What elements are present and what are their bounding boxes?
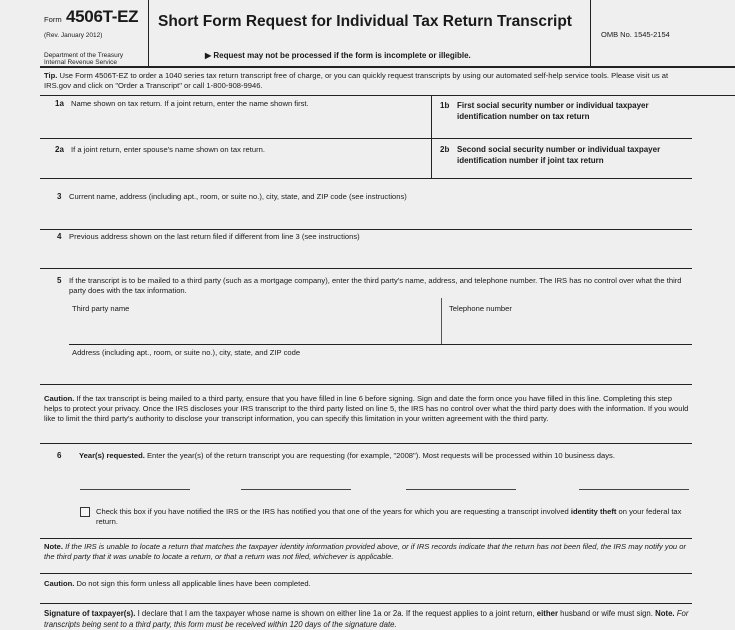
- line-2b-number: 2b: [440, 145, 450, 154]
- third-party-divider: [441, 298, 442, 344]
- note-paragraph: [44, 542, 690, 562]
- note-text: If the IRS is unable to locate a return that matches the taxpayer identity information provided above, or if IRS records indicate that the return has not been filed, the IRS may notify you or the third party that it was unable to locate a return, or that a return was not filed, whichever is applicable.: [44, 542, 687, 561]
- check-text-bold: identity theft: [570, 507, 617, 516]
- caution-text: If the tax transcript is being mailed to a third party, ensure that you have filled in line 6 before signing. Sign and date the form once you have filled in this line. Completing this step helps to protect your privacy. Once the IRS discloses your IRS transcript to the third party listed on line 5, the IRS has no control over what the third party does with the information. If you would like to limit the third party's authority to disclose your transcript information, you can specify this limitation in your written agreement with the third party.: [44, 394, 689, 423]
- rule-line-3: [40, 229, 692, 230]
- rule-line-2: [40, 178, 692, 179]
- year-field-2[interactable]: [241, 489, 351, 490]
- line-6-number: 6: [57, 451, 62, 460]
- header-divider-right: [590, 0, 591, 66]
- line-1-divider: [431, 96, 432, 178]
- tip-text: Use Form 4506T-EZ to order a 1040 series tax return transcript free of charge, or you can quickly request transcripts by using our automated self-help service tools. Please visit us at IRS.gov and click on "Order a Transcript" or call 1-800-908-9946.: [44, 71, 669, 90]
- line-3-label: Current name, address (including apt., room, or suite no.), city, state, and ZIP code (see instructions): [69, 192, 407, 201]
- line-2a-number: 2a: [55, 145, 64, 154]
- tip-paragraph: [44, 71, 684, 91]
- year-field-1[interactable]: [80, 489, 190, 490]
- signature-note-text: For transcripts being sent to a third party, this form must be received within 120 days of the signature date.: [44, 609, 689, 629]
- year-field-4[interactable]: [579, 489, 689, 490]
- rule-third-party-name: [69, 344, 692, 345]
- caution-label: Caution.: [44, 394, 75, 403]
- identity-theft-paragraph: [96, 507, 690, 527]
- rule-caution: [40, 443, 692, 444]
- line-6-paragraph: [79, 451, 691, 461]
- caution2-label: Caution.: [44, 579, 75, 588]
- line-4-number: 4: [57, 232, 62, 241]
- signature-paragraph: [44, 609, 692, 630]
- rule-tip: [40, 95, 735, 96]
- signature-label: Signature of taxpayer(s).: [44, 609, 136, 618]
- signature-text: I declare that I am the taxpayer whose name is shown on either line 1a or 2a. If the request applies to a joint return,: [135, 609, 537, 618]
- third-party-name-label: Third party name: [72, 304, 130, 313]
- line-2a-label: If a joint return, enter spouse's name shown on tax return.: [71, 145, 265, 154]
- header-divider-left: [148, 0, 149, 66]
- line-1a-label: Name shown on tax return. If a joint return, enter the name shown first.: [71, 99, 309, 108]
- line-1b-number: 1b: [440, 101, 450, 110]
- agency: Internal Revenue Service: [44, 59, 117, 66]
- form-title: Short Form Request for Individual Tax Return Transcript: [158, 13, 572, 30]
- line-5-label: If the transcript is to be mailed to a third party (such as a mortgage company), enter the third party's name, address, and telephone number. The IRS has no control over what the third party does with the tax information.: [69, 276, 682, 295]
- header-rule: [40, 66, 735, 68]
- rule-note: [40, 573, 692, 574]
- telephone-label: Telephone number: [449, 304, 512, 313]
- line-2b-label: Second social security number or individual taxpayer identification number if joint tax return: [457, 145, 661, 165]
- caution-paragraph: [44, 394, 690, 424]
- caution2-paragraph: [44, 579, 311, 589]
- identity-theft-checkbox[interactable]: [80, 507, 90, 517]
- omb-number: OMB No. 1545-2154: [601, 30, 670, 39]
- year-field-3[interactable]: [406, 489, 516, 490]
- rule-line-1: [40, 138, 692, 139]
- year-requested-text: Enter the year(s) of the return transcript you are requesting (for example, "2008"). Most requests will be processed within 10 business days.: [144, 451, 615, 460]
- line-4-label: Previous address shown on the last return filed if different from line 3 (see instructions): [69, 232, 360, 241]
- third-party-address-label: Address (including apt., room, or suite no.), city, state, and ZIP code: [72, 348, 301, 357]
- tip-label: Tip.: [44, 71, 58, 80]
- line-1a-number: 1a: [55, 99, 64, 108]
- rule-line-6: [40, 538, 692, 539]
- form-warning: ▶ Request may not be processed if the form is incomplete or illegible.: [205, 51, 471, 60]
- rule-line-5: [40, 384, 692, 385]
- department: Department of the Treasury: [44, 52, 124, 59]
- signature-either: either: [536, 609, 558, 618]
- signature-note-label: Note.: [655, 609, 675, 618]
- line-1b-label: First social security number or individual taxpayer identification number on tax return: [457, 101, 649, 121]
- line-3-number: 3: [57, 192, 62, 201]
- form-prefix: Form: [44, 15, 62, 24]
- note-label: Note.: [44, 542, 63, 551]
- signature-text2: husband or wife must sign.: [558, 609, 656, 618]
- rule-line-4: [40, 268, 692, 269]
- rev-date: (Rev. January 2012): [44, 32, 103, 39]
- rule-caution2: [40, 603, 692, 604]
- check-text-post: on your federal tax return.: [96, 507, 682, 526]
- form-number: 4506T-EZ: [66, 7, 139, 26]
- check-text-pre: Check this box if you have notified the IRS or the IRS has notified you that one of the years for which you are requesting a transcript involved: [96, 507, 571, 516]
- line-5-number: 5: [57, 276, 62, 285]
- year-requested-label: Year(s) requested.: [79, 451, 145, 460]
- caution2-text: Do not sign this form unless all applicable lines have been completed.: [74, 579, 311, 588]
